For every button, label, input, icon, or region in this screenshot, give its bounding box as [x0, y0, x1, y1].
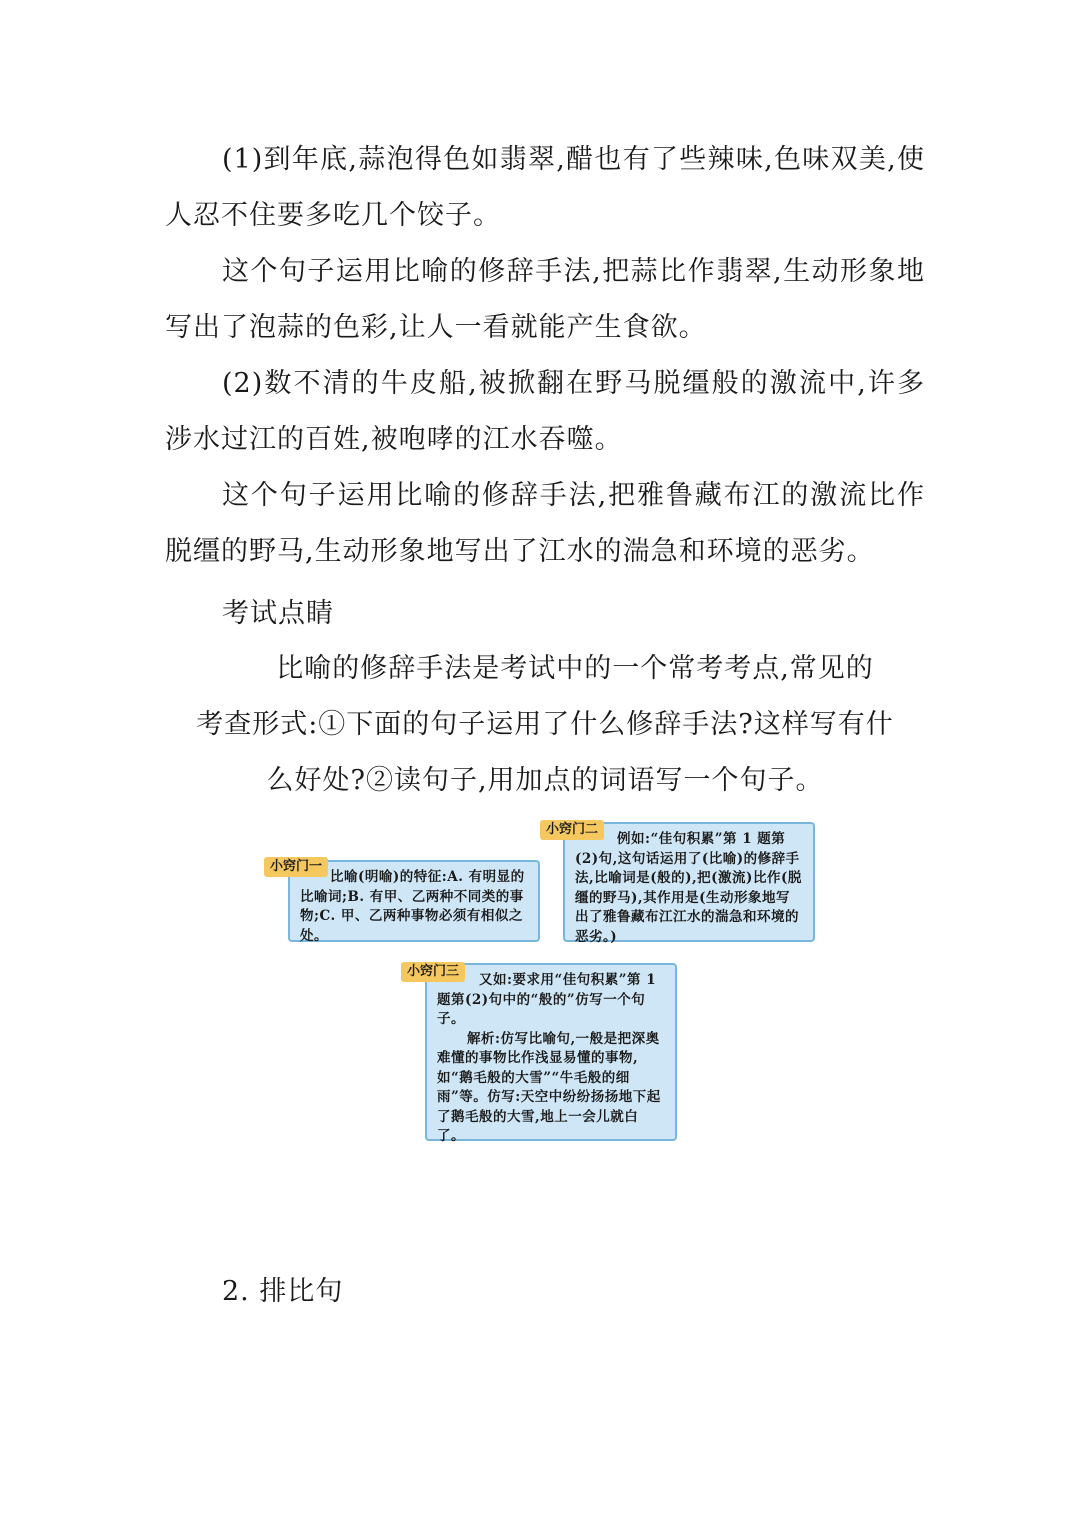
- analysis-paragraph-2: 这个句子运用比喻的修辞手法,把雅鲁藏布江的激流比作脱缰的野马,生动形象地写出了江水的湍急和环境的恶劣。: [165, 480, 925, 567]
- tip-2-text: 例如:“佳句积累”第 1 题第(2)句,这句话运用了(比喻)的修辞手法,比喻词是(般的),把(激流)比作(脱缰的野马),其作用是(生动形象地写出了雅鲁藏布江江水的湍急和环境的恶劣。): [575, 831, 802, 945]
- exam-tips-heading: 考试点睛: [222, 598, 334, 629]
- example-sentence-2: (2)数不清的牛皮船,被掀翻在野马脱缰般的激流中,许多涉水过江的百姓,被咆哮的江水吞噬。: [165, 368, 925, 455]
- tip-3-text-2: 解析:仿写比喻句,一般是把深奥难懂的事物比作浅显易懂的事物,如“鹅毛般的大雪”“牛毛般的细雨”等。仿写:天空中纷纷扬扬地下起了鹅毛般的大雪,地上一会儿就白了。: [437, 1030, 661, 1144]
- section-heading: 2. 排比句: [222, 1276, 344, 1307]
- analysis-paragraph-1: 这个句子运用比喻的修辞手法,把蒜比作翡翠,生动形象地写出了泡蒜的色彩,让人一看就能产生食欲。: [165, 256, 925, 343]
- tip-3-text-1: 又如:要求用“佳句积累”第 1 题第(2)句中的“般的”仿写一个句子。: [437, 972, 657, 1027]
- tip-1-text: 比喻(明喻)的特征:A. 有明显的比喻词;B. 有甲、乙两种不同类的事物;C. 甲、乙两种事物必须有相似之处。: [300, 869, 525, 944]
- exam-text-line-2: 考查形式:①下面的句子运用了什么修辞手法?这样写有什: [196, 709, 894, 740]
- tip-1-label: 小窍门一: [264, 857, 328, 877]
- exam-text-line-1: 比喻的修辞手法是考试中的一个常考考点,常见的: [276, 653, 874, 684]
- example-sentence-1: (1)到年底,蒜泡得色如翡翠,醋也有了些辣味,色味双美,使人忍不住要多吃几个饺子。: [165, 144, 925, 231]
- tip-box-3: [425, 963, 677, 1144]
- exam-text-line-3: 么好处?②读句子,用加点的词语写一个句子。: [266, 765, 824, 796]
- tip-3-label: 小窍门三: [401, 962, 465, 982]
- tip-box-2: [563, 822, 815, 945]
- tip-2-label: 小窍门二: [540, 820, 604, 840]
